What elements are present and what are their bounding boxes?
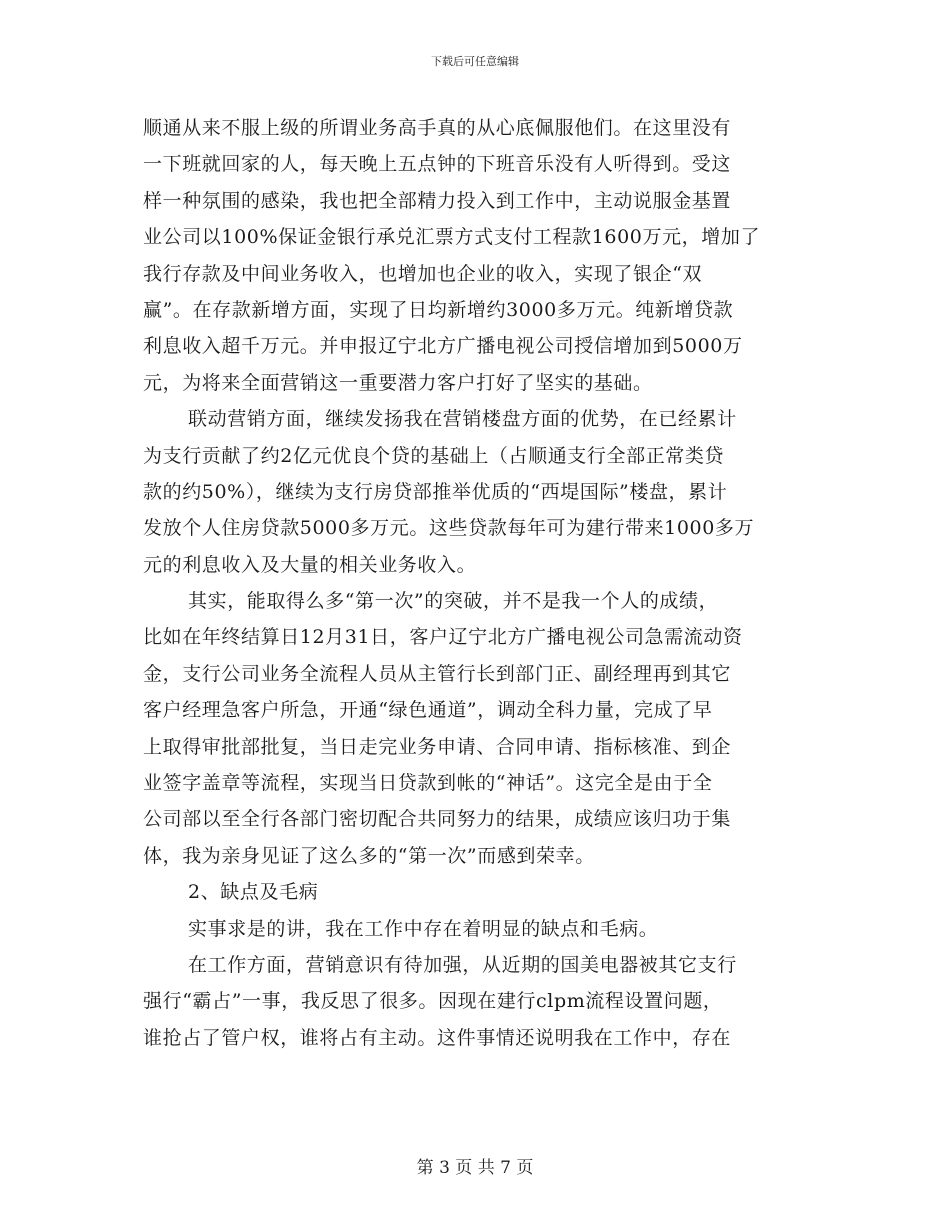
text-line: 元，为将来全面营销这一重要潜力客户打好了坚实的基础。 — [143, 371, 653, 394]
text-line: 我行存款及中间业务收入，也增加也企业的收入，实现了银企“双 — [143, 262, 703, 285]
text-line: 样一种氛围的感染，我也把全部精力投入到工作中，主动说服金基置 — [143, 189, 732, 212]
text-line: 公司部以至全行各部门密切配合共同努力的结果，成绩应该归功于集 — [143, 808, 732, 831]
text-line: 强行“霸占”一事，我反思了很多。因现在建行clpm流程设置问题， — [143, 990, 723, 1013]
text-line: 其实，能取得么多“第一次”的突破，并不是我一个人的成绩， — [188, 590, 719, 613]
document-body — [143, 110, 811, 1056]
text-line: 顺通从来不服上级的所谓业务高手真的从心底佩服他们。在这里没有 — [143, 117, 732, 139]
text-line: 赢”。在存款新增方面，实现了日均新增约3000多万元。纯新增贷款 — [143, 298, 734, 321]
text-line: 客户经理急客户所急，开通“绿色通道”，调动全科力量，完成了早 — [143, 699, 713, 722]
text-line: 利息收入超千万元。并申报辽宁北方广播电视公司授信增加到5000万 — [143, 335, 743, 358]
text-line: 款的约50%），继续为支行房贷部推举优质的“西堤国际”楼盘，累计 — [143, 480, 728, 503]
text-line: 一下班就回家的人，每天晚上五点钟的下班音乐没有人听得到。受这 — [143, 153, 732, 176]
page-number: 第 3 页 共 7 页 — [416, 1158, 534, 1178]
header-note: 下载后可任意编辑 — [431, 55, 519, 68]
text-line: 比如在年终结算日12月31日，客户辽宁北方广播电视公司急需流动资 — [143, 626, 743, 649]
text-line: 金，支行公司业务全流程人员从主管行长到部门正、副经理再到其它 — [143, 662, 732, 685]
text-line: 业公司以100%保证金银行承兑汇票方式支付工程款1600万元，增加了 — [143, 226, 761, 249]
text-line: 体，我为亲身见证了这么多的“第一次”而感到荣幸。 — [143, 844, 595, 867]
section-heading: 2、缺点及毛病 — [188, 881, 319, 904]
text-line: 谁抢占了管户权，谁将占有主动。这件事情还说明我在工作中，存在 — [143, 1026, 732, 1049]
text-line: 元的利息收入及大量的相关业务收入。 — [143, 553, 477, 576]
text-line: 业签字盖章等流程，实现当日贷款到帐的“神话”。这完全是由于全 — [143, 772, 713, 795]
text-line: 在工作方面，营销意识有待加强，从近期的国美电器被其它支行 — [188, 953, 737, 976]
text-line: 发放个人住房贷款5000多万元。这些贷款每年可为建行带来1000多万 — [143, 517, 755, 540]
text-line: 为支行贡献了约2亿元优良个贷的基础上（占顺通支行全部正常类贷 — [143, 444, 725, 467]
text-line: 联动营销方面，继续发扬我在营销楼盘方面的优势，在已经累计 — [188, 408, 737, 431]
text-line: 上取得审批部批复，当日走完业务申请、合同申请、指标核准、到企 — [143, 735, 732, 758]
text-line: 实事求是的讲，我在工作中存在着明显的缺点和毛病。 — [188, 917, 659, 940]
